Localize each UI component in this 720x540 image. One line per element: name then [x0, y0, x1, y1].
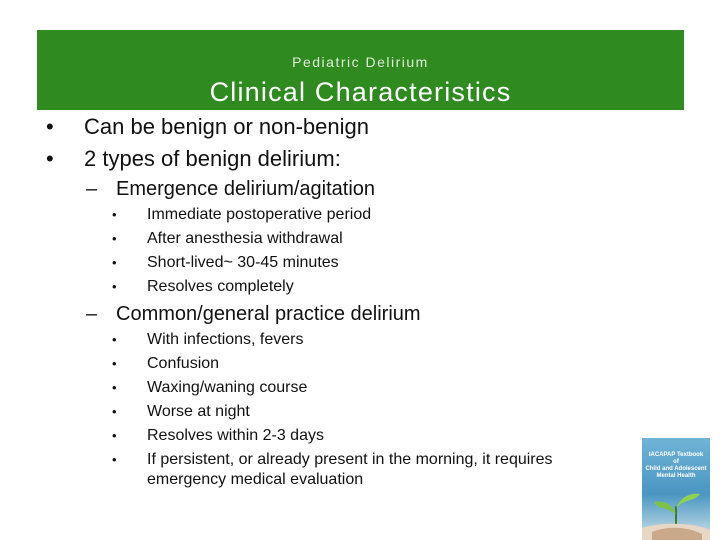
type-emergence	[86, 178, 375, 201]
item-text: Resolves completely	[147, 278, 294, 295]
slide-title: Clinical Characteristics	[209, 77, 512, 107]
item-text: Confusion	[147, 355, 220, 372]
list-item-continuation	[112, 470, 363, 490]
bullet-icon: •	[112, 207, 117, 222]
item-text: emergency medical evaluation	[147, 471, 364, 488]
list-item	[112, 450, 553, 470]
slide-subtitle: Pediatric Delirium	[292, 54, 429, 70]
bullet-icon: •	[112, 332, 117, 347]
bullet-benign	[46, 114, 369, 140]
list-item	[112, 378, 307, 398]
bullet-text: Can be benign or non-benign	[84, 114, 370, 139]
list-item	[112, 354, 219, 374]
list-item	[112, 426, 324, 446]
item-text: Immediate postoperative period	[147, 206, 372, 223]
list-item	[112, 402, 250, 422]
list-item	[112, 277, 294, 297]
type-label: Emergence delirium/agitation	[116, 178, 376, 200]
bullet-icon: •	[112, 380, 117, 395]
title-banner	[37, 30, 684, 110]
item-text: Short-lived~ 30-45 minutes	[147, 254, 339, 271]
bullet-icon: •	[112, 279, 117, 294]
bullet-icon: •	[112, 231, 117, 246]
list-item	[112, 330, 304, 350]
type-common	[86, 303, 421, 326]
bullet-icon: •	[112, 404, 117, 419]
bullet-icon: •	[112, 452, 117, 467]
item-text: With infections, fevers	[147, 331, 304, 348]
seedling-icon	[642, 484, 710, 540]
dash-icon: –	[86, 178, 98, 200]
bullet-icon: •	[112, 428, 117, 443]
textbook-cover-image	[642, 438, 710, 540]
item-text: After anesthesia withdrawal	[147, 230, 343, 247]
item-text: Worse at night	[147, 403, 250, 420]
dash-icon: –	[86, 303, 98, 325]
bullet-icon: •	[46, 146, 54, 171]
bullet-icon: •	[46, 114, 54, 139]
item-text: Waxing/waning course	[147, 379, 308, 396]
list-item	[112, 229, 343, 249]
bullet-types	[46, 146, 341, 172]
item-text: Resolves within 2-3 days	[147, 427, 324, 444]
type-label: Common/general practice delirium	[116, 303, 421, 325]
bullet-icon: •	[112, 356, 117, 371]
bullet-icon: •	[112, 255, 117, 270]
list-item	[112, 253, 339, 273]
item-text: If persistent, or already present in the morning, it requires	[147, 451, 553, 468]
list-item	[112, 205, 371, 225]
bullet-text: 2 types of benign delirium:	[84, 146, 341, 171]
book-title: IACAPAP Textbook of Child and Adolescent Mental Health	[645, 452, 707, 479]
